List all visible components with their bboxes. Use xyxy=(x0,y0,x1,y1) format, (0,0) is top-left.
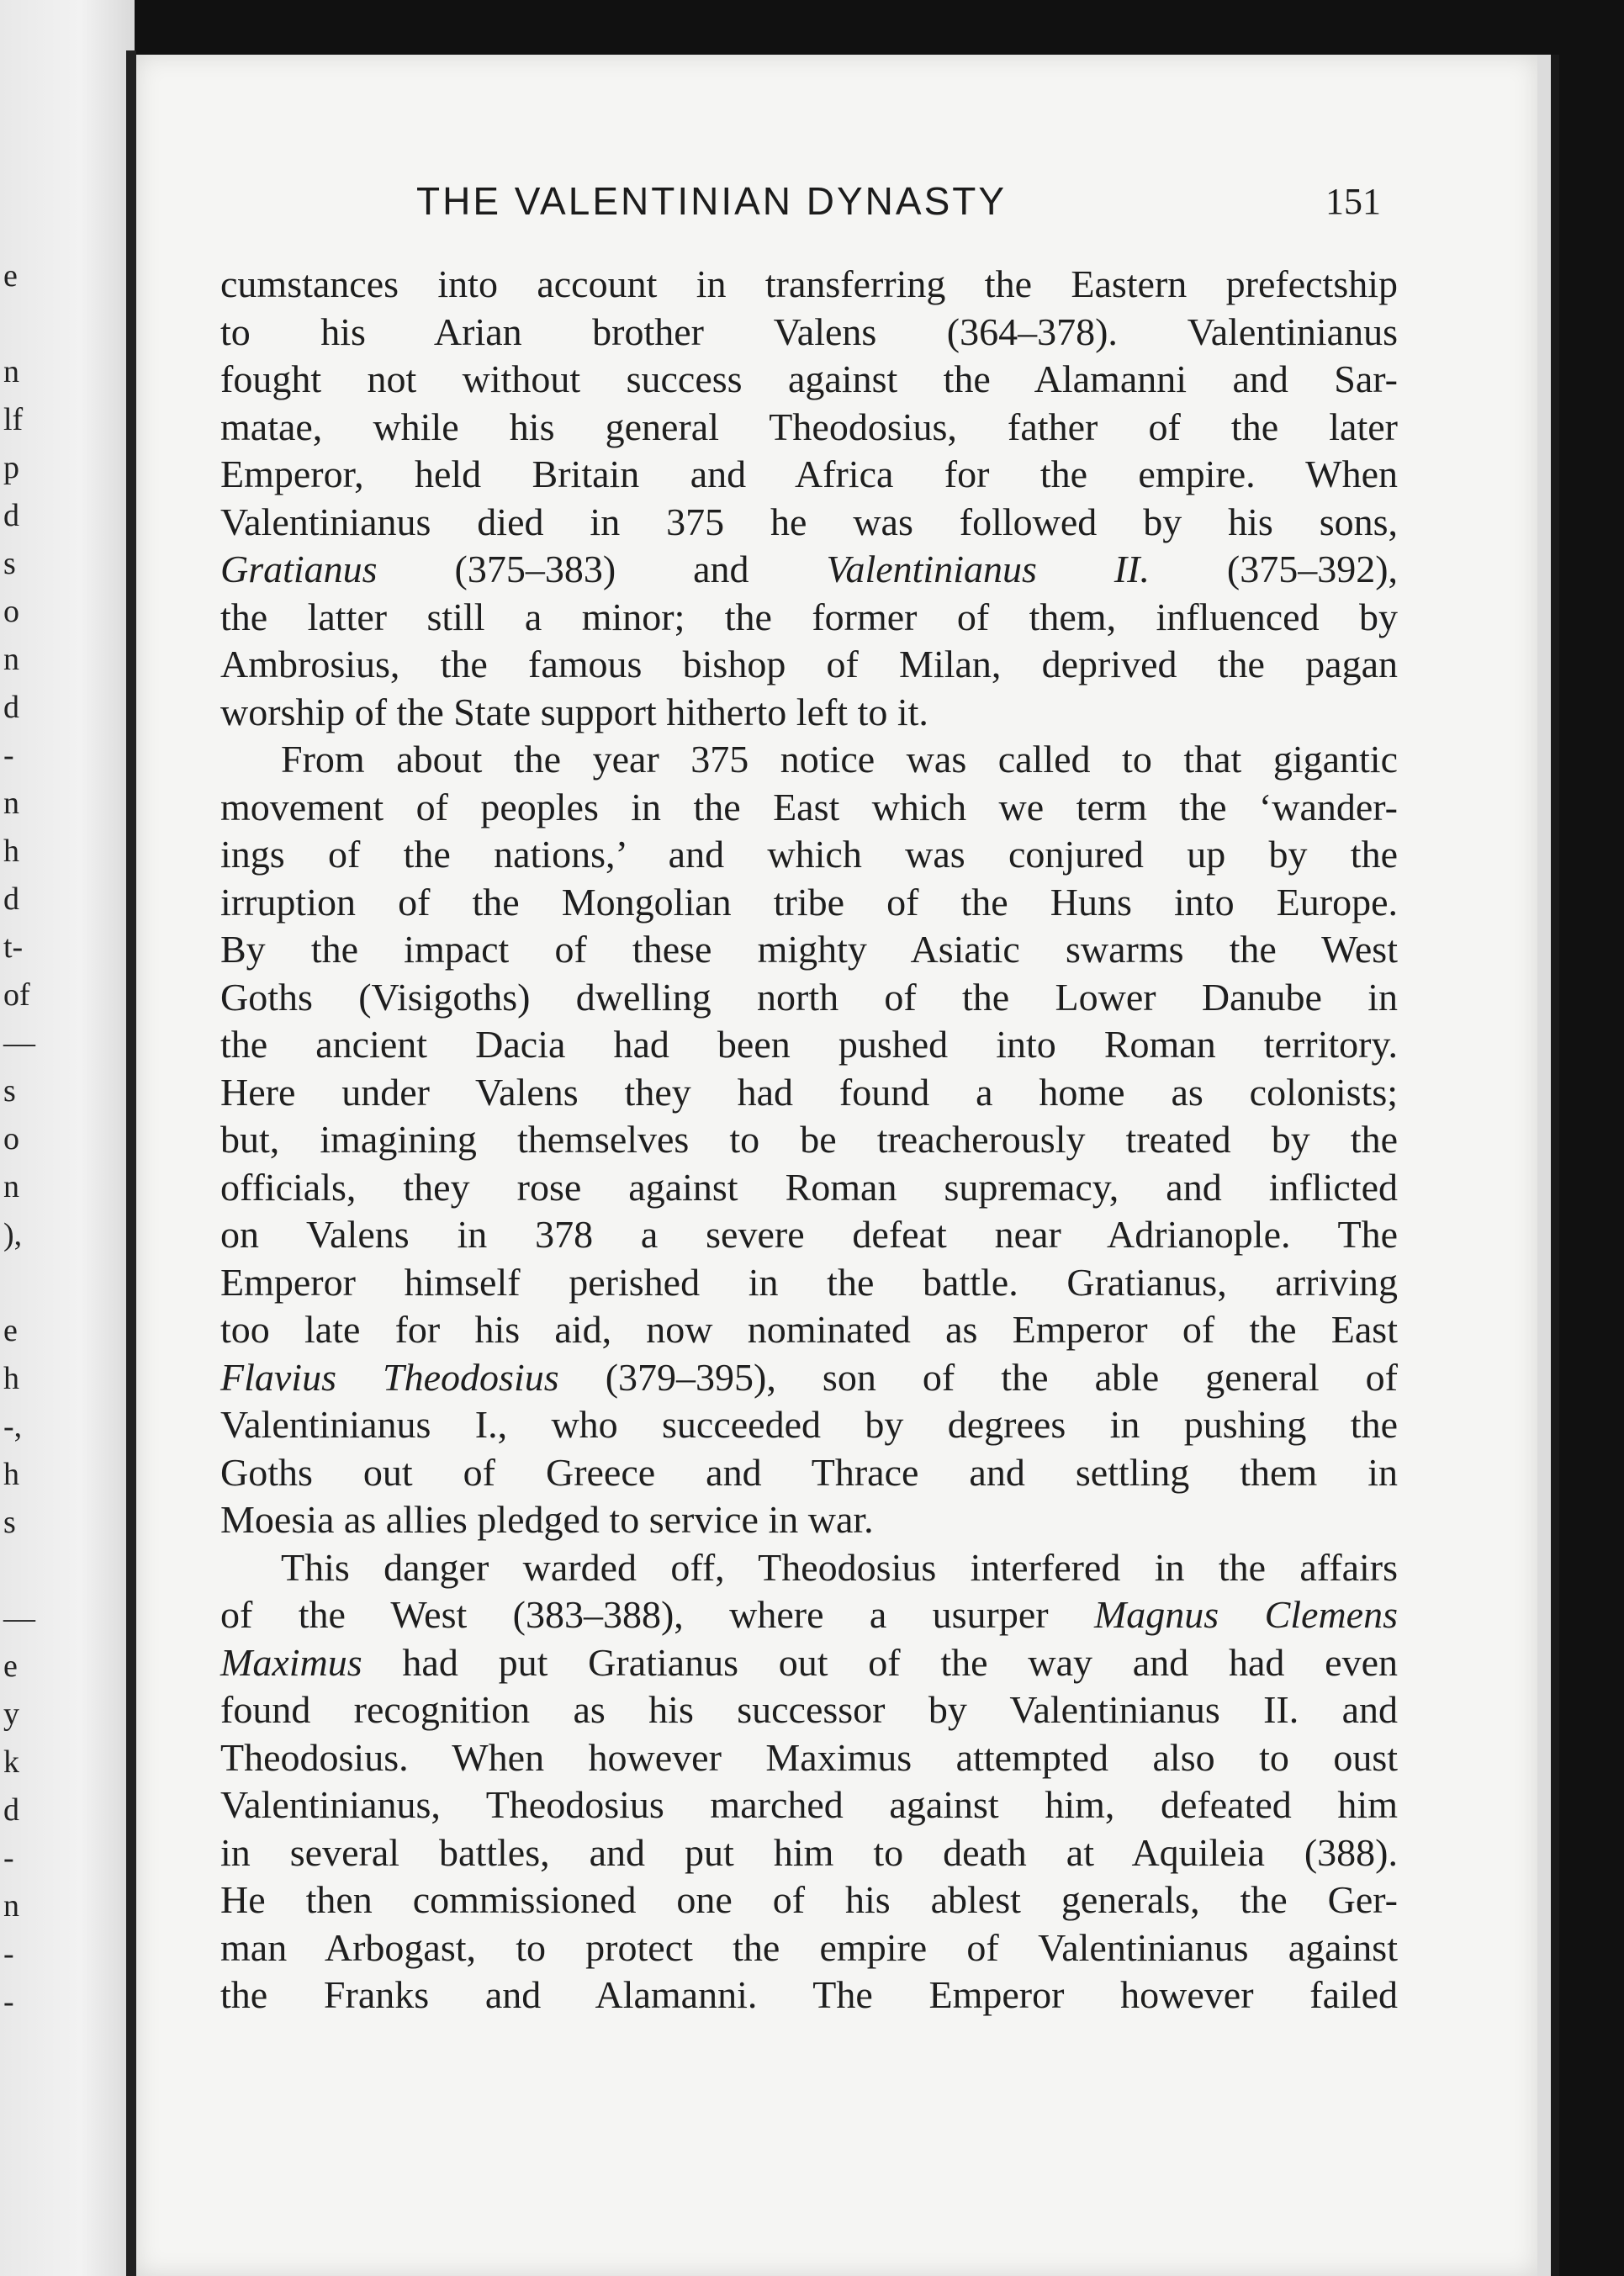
text-run: Theodosius. When however Maximus attempted also to oust xyxy=(220,1735,1398,1779)
text-line xyxy=(220,926,1398,974)
text-line xyxy=(220,1591,1398,1639)
text-line xyxy=(220,1781,1398,1829)
facing-page-fragment: - xyxy=(3,1840,14,1876)
paragraph xyxy=(220,1544,1398,2019)
text-line xyxy=(220,1021,1398,1069)
text-line xyxy=(220,451,1398,499)
text-line xyxy=(220,356,1398,404)
scan-border xyxy=(1551,55,1559,2276)
text-line xyxy=(220,1972,1398,2019)
page-number: 151 xyxy=(1325,181,1381,222)
facing-page-fragment: - xyxy=(3,1984,14,2019)
text-run: cumstances into account in transferring the Eastern prefectship xyxy=(220,262,1398,305)
facing-page-fragment: s xyxy=(3,546,16,581)
facing-page-fragment: k xyxy=(3,1744,19,1780)
text-line xyxy=(220,404,1398,452)
facing-page-fragment: ), xyxy=(3,1217,23,1252)
text-line xyxy=(220,594,1398,642)
text-line xyxy=(220,1401,1398,1449)
text-run: of the West (383–388), where a usurper xyxy=(220,1593,1094,1636)
facing-page-fragment: e xyxy=(3,1313,18,1348)
text-line xyxy=(220,1259,1398,1307)
facing-page-fragment xyxy=(0,300,34,348)
text-run: He then commissioned one of his ablest generals, the Ger- xyxy=(220,1878,1398,1921)
facing-page-fragment: d xyxy=(3,881,19,917)
text-run: had put Gratianus out of the way and had even xyxy=(362,1640,1398,1684)
text-run: found recognition as his successor by Valentinianus II. and xyxy=(220,1688,1398,1731)
facing-page-fragment: — xyxy=(3,1601,35,1636)
italic-name: Valentinianus II. xyxy=(826,548,1150,590)
text-run: Valentinianus died in 375 he was followed by his sons, xyxy=(220,500,1398,543)
text-line xyxy=(220,1211,1398,1259)
text-line xyxy=(220,309,1398,357)
text-line xyxy=(220,736,1398,784)
running-head xyxy=(278,178,1404,229)
facing-page-fragment: -, xyxy=(3,1409,23,1444)
facing-page-fragment: o xyxy=(3,1121,19,1157)
text-line xyxy=(220,1686,1398,1734)
text-run: (375–392), xyxy=(1149,548,1399,590)
facing-page-fragment: e xyxy=(3,1649,18,1684)
text-run: Ambrosius, the famous bishop of Milan, deprived the pagan xyxy=(220,643,1398,685)
paragraph xyxy=(220,261,1398,736)
text-line xyxy=(220,1116,1398,1164)
text-line xyxy=(220,261,1398,309)
facing-page-fragment: n xyxy=(3,1888,19,1924)
facing-page-fragment: d xyxy=(3,1792,19,1828)
text-run: Emperor himself perished in the battle. Gratianus, arriving xyxy=(220,1260,1398,1304)
text-run: Here under Valens they had found a home as colonists; xyxy=(220,1070,1398,1114)
text-run: the Franks and Alamanni. The Emperor however failed xyxy=(220,1973,1398,2016)
text-line xyxy=(220,1734,1398,1782)
text-line xyxy=(220,1496,1398,1544)
text-line xyxy=(220,1164,1398,1212)
facing-page-fragment: h xyxy=(3,834,19,869)
text-run: Moesia as allies pledged to service in war. xyxy=(220,1498,874,1541)
facing-page-edge xyxy=(0,0,135,2276)
italic-name: Gratianus xyxy=(220,548,378,590)
facing-page-fragment: y xyxy=(3,1696,19,1732)
facing-page-fragment: d xyxy=(3,498,19,533)
text-run: but, imagining themselves to be treacherously treated by the xyxy=(220,1118,1398,1161)
text-run: in several battles, and put him to death at Aquileia (388). xyxy=(220,1830,1398,1874)
text-run: to his Arian brother Valens (364–378). Valentinianus xyxy=(220,310,1398,353)
text-run: officials, they rose against Roman supremacy, and inflicted xyxy=(220,1165,1398,1209)
text-line xyxy=(220,689,1398,737)
facing-page-fragment: n xyxy=(3,642,19,677)
facing-page-fragment: s xyxy=(3,1073,16,1109)
book-gutter xyxy=(126,50,136,2276)
facing-page-fragment: - xyxy=(3,738,14,773)
text-run: Valentinianus, Theodosius marched against him, defeated him xyxy=(220,1783,1398,1826)
text-run: (375–383) and xyxy=(377,548,827,590)
text-line xyxy=(220,1876,1398,1924)
facing-page-fragment: e xyxy=(3,258,18,294)
facing-page-fragment: s xyxy=(3,1505,16,1540)
page-edge xyxy=(1537,55,1551,2276)
text-line xyxy=(220,1306,1398,1354)
facing-page-fragment: d xyxy=(3,690,19,725)
text-line xyxy=(220,1069,1398,1117)
facing-page-fragment: lf xyxy=(3,402,24,437)
text-run: fought not without success against the Alamanni and Sar- xyxy=(220,357,1398,400)
text-line xyxy=(220,784,1398,832)
text-run: matae, while his general Theodosius, father of the later xyxy=(220,405,1398,448)
body-text xyxy=(220,261,1398,2019)
text-run: Goths (Visigoths) dwelling north of the Lower Danube in xyxy=(220,975,1398,1019)
text-run: man Arbogast, to protect the empire of Valentinianus against xyxy=(220,1925,1398,1969)
facing-page-fragment: n xyxy=(3,1169,19,1204)
text-line xyxy=(220,641,1398,689)
paragraph xyxy=(220,736,1398,1544)
facing-page-fragment xyxy=(0,1259,34,1307)
facing-page-fragment: n xyxy=(3,786,19,821)
text-run: the ancient Dacia had been pushed into Roman territory. xyxy=(220,1023,1398,1066)
text-line xyxy=(220,499,1398,547)
italic-name: Maximus xyxy=(220,1640,362,1684)
running-title: THE VALENTINIAN DYNASTY xyxy=(416,179,1008,223)
text-run: irruption of the Mongolian tribe of the Huns into Europe. xyxy=(220,880,1398,924)
text-line xyxy=(220,1639,1398,1687)
text-run: Valentinianus I., who succeeded by degrees in pushing the xyxy=(220,1403,1398,1446)
text-line xyxy=(220,1924,1398,1972)
text-line xyxy=(220,1449,1398,1497)
facing-page-fragment: p xyxy=(3,450,19,485)
facing-page-fragment: n xyxy=(3,354,19,389)
text-run: From about the year 375 notice was called to that gigantic xyxy=(281,738,1398,781)
italic-name: Flavius Theodosius xyxy=(220,1355,559,1399)
text-line xyxy=(220,831,1398,879)
facing-page-fragment: t- xyxy=(3,929,24,965)
facing-page-fragment: h xyxy=(3,1361,19,1396)
text-line xyxy=(220,1544,1398,1592)
text-line xyxy=(220,1829,1398,1877)
text-run: This danger warded off, Theodosius interfered in the affairs xyxy=(281,1545,1398,1589)
text-run: (379–395), son of the able general of xyxy=(558,1355,1398,1399)
text-run: By the impact of these mighty Asiatic swarms the West xyxy=(220,928,1398,971)
text-run: on Valens in 378 a severe defeat near Adrianople. The xyxy=(220,1213,1398,1256)
facing-page-fragment: o xyxy=(3,594,19,629)
text-run: Goths out of Greece and Thrace and settling them in xyxy=(220,1450,1398,1494)
facing-page-fragment: h xyxy=(3,1457,19,1492)
facing-page-fragment: - xyxy=(3,1936,14,1972)
text-line xyxy=(220,974,1398,1022)
italic-name: Magnus Clemens xyxy=(1093,1593,1398,1636)
text-run: ings of the nations,’ and which was conjured up by the xyxy=(220,833,1398,876)
facing-page-fragment xyxy=(0,1547,34,1595)
facing-page-fragment: of xyxy=(3,977,30,1013)
text-run: worship of the State support hitherto left to it. xyxy=(220,690,928,733)
text-line xyxy=(220,546,1398,594)
text-run: movement of peoples in the East which we term the ‘wander- xyxy=(220,785,1398,828)
text-run: the latter still a minor; the former of them, influenced by xyxy=(220,595,1398,638)
facing-page-fragments xyxy=(0,252,34,2026)
text-line xyxy=(220,879,1398,927)
text-run: too late for his aid, now nominated as Emperor of the East xyxy=(220,1308,1398,1351)
text-run: Emperor, held Britain and Africa for the empire. When xyxy=(220,453,1398,495)
facing-page-fragment: — xyxy=(3,1025,35,1061)
text-line xyxy=(220,1354,1398,1402)
